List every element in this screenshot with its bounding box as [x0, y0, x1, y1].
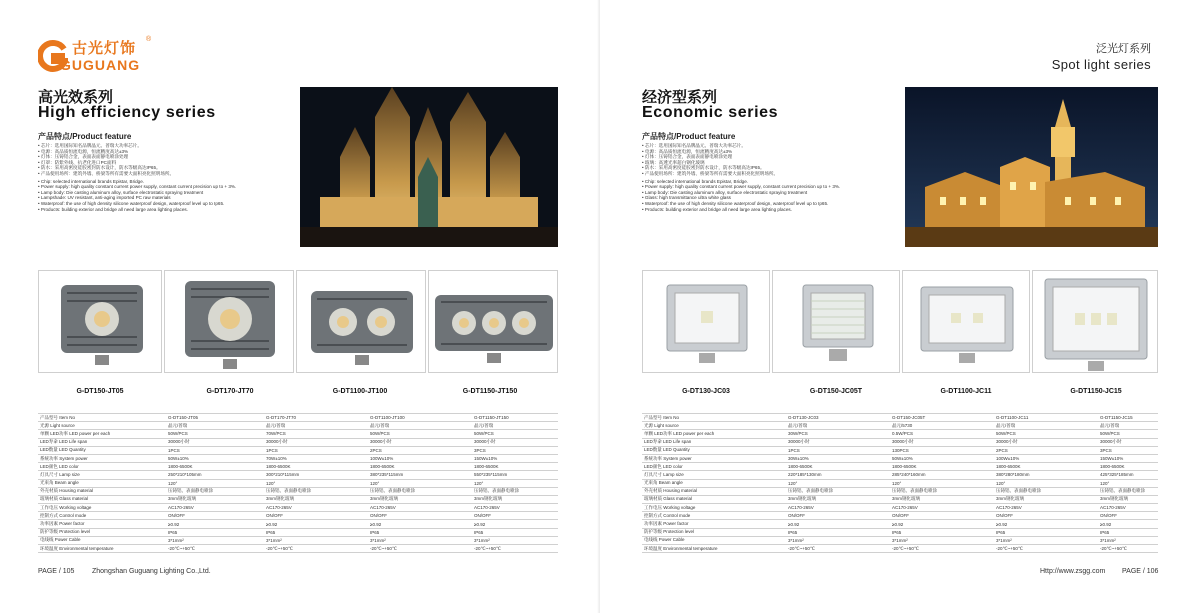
spec-value: -20℃~+50℃ [890, 545, 994, 553]
castle-night-photo [905, 87, 1158, 247]
feature-title: 产品特点/Product feature [38, 132, 132, 141]
model-label: G-DT1100-JT100 [332, 388, 388, 395]
spec-value: ON/OFF [166, 512, 264, 520]
spec-value: ON/OFF [994, 512, 1098, 520]
spec-value: 100W±10% [368, 454, 472, 462]
spec-row [38, 438, 558, 446]
spec-value: ≥0.92 [1098, 520, 1158, 528]
spec-value: 1800-6500K [368, 463, 472, 471]
spec-value: 30000小时 [472, 438, 558, 446]
feature-item: • Lamp body: Die casting aluminum alloy, surface electrostatic spraying treatment [38, 190, 308, 196]
product-image-jc05t [772, 270, 900, 373]
spec-label: 电线线 Power Cable [642, 536, 786, 544]
spec-value: AC170-265V [786, 504, 890, 512]
feature-item: • 防水：采用高密度硅胶密封防水设计，防水等级高达IP65。 [38, 165, 308, 171]
spec-label: 防护等级 Protection level [38, 528, 166, 536]
website-url: Http://www.zsgg.com [1040, 568, 1106, 575]
spec-value: 380*235*115mm [368, 471, 472, 479]
spec-label: 玻璃材质 Glass material [642, 495, 786, 503]
spec-value: ≥0.92 [264, 520, 368, 528]
spec-value: AC170-265V [264, 504, 368, 512]
spec-label: 功率因素 Power factor [642, 520, 786, 528]
spec-value: 0.5W/PCS [890, 430, 994, 438]
spec-value: 晶元/普瑞 [786, 422, 890, 430]
spec-value: 晶元/普瑞 [166, 422, 264, 430]
spec-value: 晶元/普瑞 [994, 422, 1098, 430]
product-image-jt05 [38, 270, 162, 373]
feature-item: • Products: building exterior and bridge all need large area lighting places. [642, 207, 912, 213]
spec-label: 玻璃材质 Glass material [38, 495, 166, 503]
spec-row [642, 545, 1158, 553]
cathedral-night-photo [300, 87, 558, 247]
feature-item: • 灯体：压铸铝合金，表面表面静电喷涂处理 [642, 154, 912, 160]
logo-english: GUGUANG [60, 57, 141, 73]
spec-value: 250*210*105mm [166, 471, 264, 479]
spec-value: 3mm钢化玻璃 [1098, 495, 1158, 503]
spec-value: 3*1mm² [994, 536, 1098, 544]
spec-value: G-DT1150-JT150 [472, 414, 558, 422]
spec-value: AC170-265V [166, 504, 264, 512]
spec-value: 50W/PCS [472, 430, 558, 438]
spec-value: 120° [368, 479, 472, 487]
spec-row [642, 487, 1158, 495]
spec-row [642, 536, 1158, 544]
spec-row [642, 446, 1158, 454]
spec-label: 控制方式 Control mode [38, 512, 166, 520]
spec-value: 380*280*180mm [994, 471, 1098, 479]
product-image-jc03 [642, 270, 770, 373]
spec-value: IP65 [890, 528, 994, 536]
spec-value: 30000小时 [786, 438, 890, 446]
feature-item: • 产品使用场所：建筑外墙、桥梁等所有需要大面积亮化照明场所。 [38, 171, 308, 177]
series-title-cn: 经济型系列 [642, 89, 718, 106]
spec-value: 70W/PCS [264, 430, 368, 438]
product-image-jc11 [902, 270, 1030, 373]
spec-value: -20℃~+50℃ [786, 545, 890, 553]
spec-row [38, 528, 558, 536]
spec-value: G-DT170-JT70 [264, 414, 368, 422]
spec-label: 光束角 Beam angle [642, 479, 786, 487]
spec-value: 120° [786, 479, 890, 487]
spec-label: 环境温度 Environmental temperature [642, 545, 786, 553]
spec-label: 控制方式 Control mode [642, 512, 786, 520]
spec-value: 1PCS [786, 446, 890, 454]
spec-label: 光束角 Beam angle [38, 479, 166, 487]
spec-row [38, 495, 558, 503]
spec-value: 3mm钢化玻璃 [368, 495, 472, 503]
spec-value: ON/OFF [786, 512, 890, 520]
spec-value: 1800-6500K [472, 463, 558, 471]
spec-value: AC170-265V [994, 504, 1098, 512]
feature-item: • 灯体：压铸铝合金，表面表面静电喷涂处理 [38, 154, 308, 160]
spec-value: 120° [472, 479, 558, 487]
spec-value: 3PCS [1098, 446, 1158, 454]
spec-label: 灯具尺寸 Lamp size [38, 471, 166, 479]
spec-label: 产品型号 Item No [642, 414, 786, 422]
spec-value: 30000小时 [166, 438, 264, 446]
spec-value: 120° [264, 479, 368, 487]
spec-label: 外壳材质 Housing material [38, 487, 166, 495]
spec-row [642, 528, 1158, 536]
feature-item: • Chip: selected international brands Epistar, Bridge. [642, 179, 912, 185]
spec-value: 3mm钢化玻璃 [890, 495, 994, 503]
spec-row [642, 495, 1158, 503]
spec-value: 3mm钢化玻璃 [166, 495, 264, 503]
spec-row [642, 520, 1158, 528]
spec-value: IP65 [264, 528, 368, 536]
spec-value: 50W/PCS [994, 430, 1098, 438]
spec-value: 30000小时 [890, 438, 994, 446]
feature-item: • Power supply: high quality constant current power supply, constant current precision up to + 3%. [642, 184, 912, 190]
spec-value: AC170-265V [368, 504, 472, 512]
spec-row [642, 512, 1158, 520]
spec-value: 30W/PCS [786, 430, 890, 438]
spec-value: 50W/PCS [1098, 430, 1158, 438]
right-page [600, 0, 1200, 613]
logo-registered: ® [146, 36, 152, 43]
spec-value: 3*1mm² [472, 536, 558, 544]
spec-label: 光源 Light source [642, 422, 786, 430]
spec-value: 2PCS [994, 446, 1098, 454]
spec-value: 压铸铝、表面静电喷涂 [786, 487, 890, 495]
series-title-en: High efficiency series [38, 104, 216, 121]
feature-item: • Waterproof: the use of high density silicone waterproof design, waterproof level up to Ip65. [642, 201, 912, 207]
spec-value: 3mm钢化玻璃 [472, 495, 558, 503]
page-number: PAGE / 105 [38, 568, 75, 575]
spec-value: G-DT150-JC05T [890, 414, 994, 422]
spec-value: 100W±10% [994, 454, 1098, 462]
spec-value: 压铸铝、表面静电喷涂 [166, 487, 264, 495]
spec-value: 压铸铝、表面静电喷涂 [264, 487, 368, 495]
spec-value: G-DT1150-JC15 [1098, 414, 1158, 422]
spec-row [642, 438, 1158, 446]
spec-row [642, 414, 1158, 422]
spec-value: 3*1mm² [368, 536, 472, 544]
company-name: Zhongshan Guguang Lighting Co.,Ltd. [92, 568, 211, 575]
spec-value: 压铸铝、表面静电喷涂 [1098, 487, 1158, 495]
product-image-jt150 [428, 270, 558, 373]
spec-value: G-DT150-JT05 [166, 414, 264, 422]
feature-list [38, 143, 308, 212]
feature-item: • 产品使用场所：建筑外墙、桥梁等所有需要大面积亮化照明场所。 [642, 171, 912, 177]
product-image-jc15 [1032, 270, 1158, 373]
feature-item: • 灯罩：防紫外线、抗老化进口PC面料 [38, 160, 308, 166]
spec-label: LED数量 LED Quantity [642, 446, 786, 454]
spec-value: ON/OFF [890, 512, 994, 520]
feature-item: • Lamp body: Die casting aluminum alloy, surface electrostatic spraying treatment [642, 190, 912, 196]
spec-value: G-DT1100-JC11 [994, 414, 1098, 422]
spec-value: IP65 [786, 528, 890, 536]
spec-value: -20℃~+50℃ [1098, 545, 1158, 553]
spec-value: 130PCS [890, 446, 994, 454]
spec-label: LED数量 LED Quantity [38, 446, 166, 454]
spec-value: ≥0.92 [368, 520, 472, 528]
spec-label: 单颗 LED功率 LED power per each [642, 430, 786, 438]
model-label: G-DT1100-JC11 [940, 388, 992, 395]
spec-value: ≥0.92 [994, 520, 1098, 528]
spec-value: ON/OFF [368, 512, 472, 520]
spec-label: 工作电压 Working voltage [642, 504, 786, 512]
page-number: PAGE / 106 [1122, 568, 1159, 575]
spec-value: -20℃~+50℃ [264, 545, 368, 553]
spec-value: 晶元/5730 [890, 422, 994, 430]
spec-row [38, 463, 558, 471]
spec-value: ON/OFF [472, 512, 558, 520]
model-label: G-DT150-JT05 [76, 388, 124, 395]
model-label: G-DT150-JC05T [809, 388, 863, 395]
spec-label: 防护等级 Protection level [642, 528, 786, 536]
feature-title: 产品特点/Product feature [642, 132, 736, 141]
spec-value: 120° [166, 479, 264, 487]
spec-row [38, 471, 558, 479]
spec-value: 285*240*160mm [890, 471, 994, 479]
spec-value: 3*1mm² [264, 536, 368, 544]
spec-value: IP65 [368, 528, 472, 536]
spec-value: 30W±10% [786, 454, 890, 462]
spec-value: 压铸铝、表面静电喷涂 [994, 487, 1098, 495]
spec-row [38, 446, 558, 454]
spec-row [38, 536, 558, 544]
spec-label: 外壳材质 Housing material [642, 487, 786, 495]
spec-value: 1800-6500K [994, 463, 1098, 471]
feature-item: • 玻璃：高透光率超白钢化玻璃 [642, 160, 912, 166]
spec-value: 1800-6500K [264, 463, 368, 471]
series-title-en: Economic series [642, 104, 779, 121]
spec-value: 30000小时 [264, 438, 368, 446]
model-label: G-DT130-JC03 [682, 388, 730, 395]
product-image-jt70 [164, 270, 294, 373]
spec-value: -20℃~+50℃ [994, 545, 1098, 553]
spec-value: ≥0.92 [890, 520, 994, 528]
feature-item: • Waterproof: the use of high density silicone waterproof design, waterproof level up to Ip65. [38, 201, 308, 207]
spec-value: 晶元/普瑞 [368, 422, 472, 430]
spec-value: ON/OFF [1098, 512, 1158, 520]
spec-row [642, 454, 1158, 462]
spec-value: 30000小时 [368, 438, 472, 446]
spec-label: LED颜色 LED color [642, 463, 786, 471]
spec-value: G-DT130-JC03 [786, 414, 890, 422]
spec-row [38, 504, 558, 512]
spec-value: 150W±10% [472, 454, 558, 462]
spec-row [38, 454, 558, 462]
feature-item: • Lampshade: UV resistant, anti-aging imported PC raw materials [38, 195, 308, 201]
spec-value: 3*1mm² [890, 536, 994, 544]
feature-item: • Glass: high transmittance ultra white glass [642, 195, 912, 201]
spec-value: 3PCS [472, 446, 558, 454]
spec-value: 3mm钢化玻璃 [786, 495, 890, 503]
feature-item: • Power supply: high quality constant current power supply, constant current precision up to + 3%. [38, 184, 308, 190]
spec-value: IP65 [472, 528, 558, 536]
spec-label: LED寿命 LED Life span [38, 438, 166, 446]
spec-value: 1PCS [264, 446, 368, 454]
spec-value: 2PCS [368, 446, 472, 454]
spec-value: 30000小时 [994, 438, 1098, 446]
spec-value: 3mm钢化玻璃 [994, 495, 1098, 503]
spec-row [38, 422, 558, 430]
spec-value: 50W±10% [890, 454, 994, 462]
product-image-jt100 [296, 270, 426, 373]
spec-row [38, 479, 558, 487]
spec-value: 3mm钢化玻璃 [264, 495, 368, 503]
model-label: G-DT1150-JT150 [462, 388, 518, 395]
spec-label: 单颗 LED功率 LED power per each [38, 430, 166, 438]
spec-value: 300*210*115mm [264, 471, 368, 479]
feature-item: • 芯片：选用国际知名品牌晶元、普瑞大功率芯片。 [38, 143, 308, 149]
spec-label: 灯具尺寸 Lamp size [642, 471, 786, 479]
header-series-cn: 泛光灯系列 [1096, 43, 1151, 55]
spec-label: 系统功率 System power [38, 454, 166, 462]
brand-logo [38, 37, 153, 75]
spec-label: 工作电压 Working voltage [38, 504, 166, 512]
spec-value: 3*1mm² [166, 536, 264, 544]
feature-item: • 防水：采用高密度硅胶密封防水设计，防水等级高达IP65。 [642, 165, 912, 171]
spec-value: 50W/PCS [368, 430, 472, 438]
model-label: G-DT170-JT70 [206, 388, 254, 395]
spec-label: 系统功率 System power [642, 454, 786, 462]
spec-value: ON/OFF [264, 512, 368, 520]
spec-row [642, 479, 1158, 487]
spec-row [642, 504, 1158, 512]
spec-value: 3*1mm² [1098, 536, 1158, 544]
spec-value: 50W/PCS [166, 430, 264, 438]
spec-label: 电线线 Power Cable [38, 536, 166, 544]
spec-value: -20℃~+50℃ [166, 545, 264, 553]
spec-row [642, 463, 1158, 471]
spec-value: G-DT1100-JT100 [368, 414, 472, 422]
spec-value: 晶元/普瑞 [264, 422, 368, 430]
spec-value: 1800-6500K [786, 463, 890, 471]
spec-label: 产品型号 Item No [38, 414, 166, 422]
spec-row [642, 422, 1158, 430]
spec-value: 120° [1098, 479, 1158, 487]
spec-value: 120° [890, 479, 994, 487]
spec-value: 150W±10% [1098, 454, 1158, 462]
spec-row [642, 471, 1158, 479]
spec-value: 30000小时 [1098, 438, 1158, 446]
spec-value: 压铸铝、表面静电喷涂 [890, 487, 994, 495]
feature-item: • Chip: selected international brands Epistar, Bridge. [38, 179, 308, 185]
spec-value: 120° [994, 479, 1098, 487]
spec-value: 3*1mm² [786, 536, 890, 544]
series-title-cn: 高光效系列 [38, 89, 114, 106]
spec-value: AC170-265V [472, 504, 558, 512]
spec-value: 1PCS [166, 446, 264, 454]
spec-value: 压铸铝、表面静电喷涂 [368, 487, 472, 495]
spec-value: ≥0.92 [472, 520, 558, 528]
spec-value: 晶元/普瑞 [472, 422, 558, 430]
spec-table [38, 413, 558, 553]
spec-table [642, 413, 1158, 553]
spec-value: IP65 [994, 528, 1098, 536]
spec-value: ≥0.92 [786, 520, 890, 528]
spec-value: 550*235*115mm [472, 471, 558, 479]
spec-value: 1800-6500K [166, 463, 264, 471]
spec-label: 功率因素 Power factor [38, 520, 166, 528]
spec-label: LED颜色 LED color [38, 463, 166, 471]
spec-value: -20℃~+50℃ [472, 545, 558, 553]
spec-value: -20℃~+50℃ [368, 545, 472, 553]
feature-item: • 芯片：选用国际知名品牌晶元、普瑞大功率芯片。 [642, 143, 912, 149]
spec-label: 光源 Light source [38, 422, 166, 430]
feature-item: • 电源：高品质恒流电源，恒流精度高达±3% [642, 149, 912, 155]
spec-row [642, 430, 1158, 438]
spec-value: 425*325*185mm [1098, 471, 1158, 479]
feature-list [642, 143, 912, 212]
spec-row [38, 520, 558, 528]
spec-value: AC170-265V [1098, 504, 1158, 512]
spec-value: ≥0.92 [166, 520, 264, 528]
feature-item: • 电源：高品质恒流电源，恒流精度高达±3% [38, 149, 308, 155]
spec-value: 晶元/普瑞 [1098, 422, 1158, 430]
spec-value: 220*185*130mm [786, 471, 890, 479]
spec-row [38, 512, 558, 520]
logo-chinese: 古光灯饰 [72, 40, 137, 57]
spec-value: 1800-6500K [890, 463, 994, 471]
spec-value: 压铸铝、表面静电喷涂 [472, 487, 558, 495]
spec-row [38, 414, 558, 422]
spec-value: IP65 [166, 528, 264, 536]
spec-value: 50W±10% [166, 454, 264, 462]
spec-value: AC170-265V [890, 504, 994, 512]
spec-value: IP65 [1098, 528, 1158, 536]
spec-row [38, 487, 558, 495]
feature-item: • Products: building exterior and bridge all need large area lighting places. [38, 207, 308, 213]
spec-row [38, 545, 558, 553]
spec-value: 1800-6500K [1098, 463, 1158, 471]
spec-label: 环境温度 Environmental temperature [38, 545, 166, 553]
spec-row [38, 430, 558, 438]
header-series-en: Spot light series [1051, 57, 1151, 72]
spec-value: 70W±10% [264, 454, 368, 462]
model-label: G-DT1150-JC15 [1070, 388, 1122, 395]
spec-label: LED寿命 LED Life span [642, 438, 786, 446]
